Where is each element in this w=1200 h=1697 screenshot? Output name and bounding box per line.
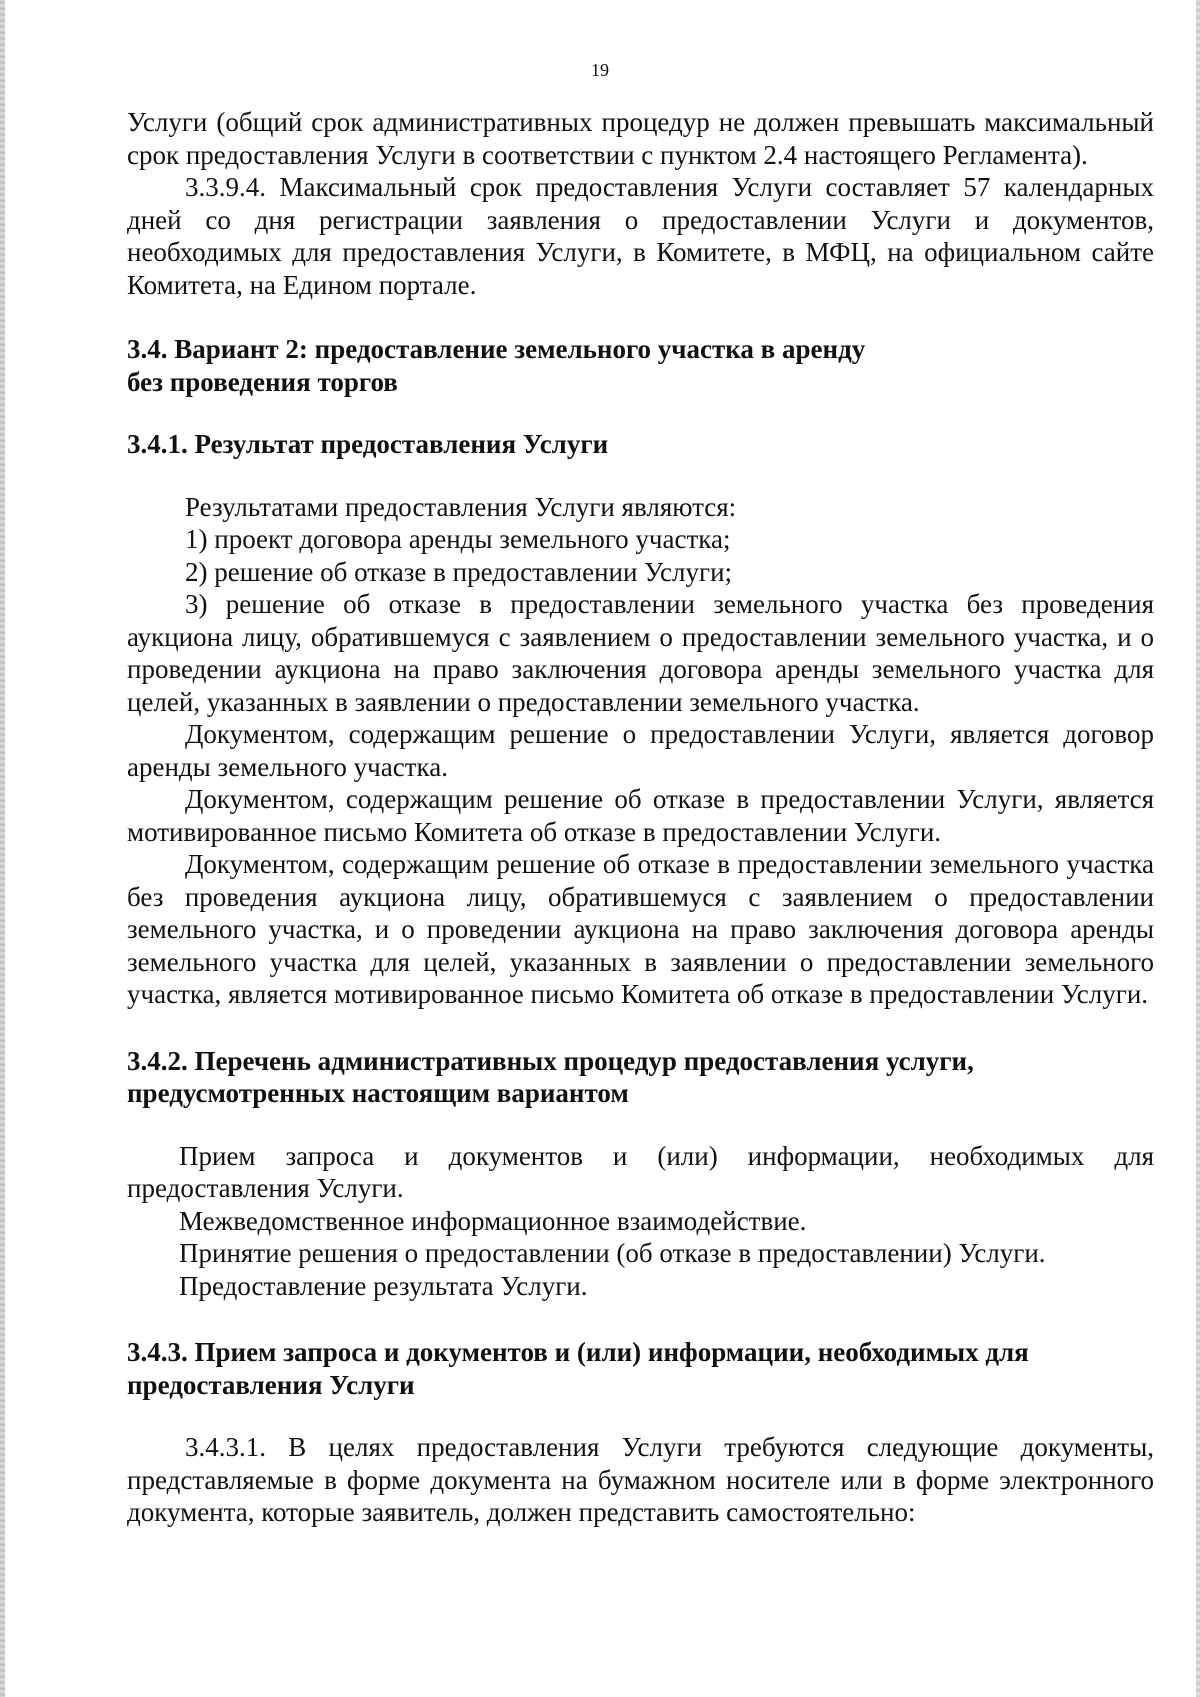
paragraph-3-4-3-1: 3.4.3.1. В целях предоставления Услуги требуются следующие документы, представляемые в форме документа на бумажном носителе или в форме электронного документа, которые заявитель, должен представить самостоятельно:	[127, 1432, 1154, 1527]
section-3-4-1-heading: 3.4.1. Результат предоставления Услуги	[127, 429, 609, 459]
document-decision-grant: Документом, содержащим решение о предоставлении Услуги, является договор аренды земельного участка.	[127, 719, 1154, 782]
section-3-4-heading-line2: без проведения торгов	[127, 366, 398, 397]
procedure-item-2: Межведомственное информационное взаимодействие.	[179, 1205, 807, 1236]
paragraph-3-3-9-4: 3.3.9.4. Максимальный срок предоставления Услуги составляет 57 календарных дней со дня регистрации заявления о предоставлении Услуги и документов, необходимых для предоставления Услуги, в Комитете, в МФЦ, на официальном сайте Комитета, на Едином портале.	[127, 172, 1154, 300]
section-3-4-3-heading-line1: 3.4.3. Прием запроса и документов и (или) информации, необходимых для	[127, 1337, 1029, 1367]
document-body	[127, 106, 1154, 1529]
section-3-4-heading-line1: 3.4. Вариант 2: предоставление земельного участка в аренду	[127, 334, 866, 364]
procedure-item-4: Предоставление результата Услуги.	[179, 1270, 588, 1301]
page-number: 19	[591, 60, 609, 80]
section-3-4-2-heading-line1: 3.4.2. Перечень административных процедур предоставления услуги,	[127, 1045, 974, 1076]
section-3-4-3-heading-line2: предоставления Услуги	[127, 1369, 415, 1400]
document-decision-refusal: Документом, содержащим решение об отказе в предоставлении Услуги, является мотивированное письмо Комитета об отказе в предоставлении Услуги.	[127, 784, 1154, 847]
paragraph-continuation: Услуги (общий срок административных процедур не должен превышать максимальный срок предоставления Услуги в соответствии с пунктом 2.4 настоящего Регламента).	[127, 107, 1154, 170]
result-item-3: 3) решение об отказе в предоставлении земельного участка без проведения аукциона лицу, обратившемуся с заявлением о предоставлении земельного участка, и о проведении аукциона на право заключения договора аренды земельного участка для целей, указанных в заявлении о предоставлении земельного участка.	[127, 589, 1154, 717]
result-item-2: 2) решение об отказе в предоставлении Услуги;	[185, 556, 733, 587]
section-3-4-2-heading-line2: предусмотренных настоящим вариантом	[127, 1078, 629, 1108]
procedure-item-3: Принятие решения о предоставлении (об отказе в предоставлении) Услуги.	[179, 1238, 1046, 1268]
document-decision-refusal-land: Документом, содержащим решение об отказе в предоставлении земельного участка без проведения аукциона лицу, обратившемуся с заявлением о предоставлении земельного участка, и о проведении аукциона на право заключения договора аренды земельного участка для целей, указанных в заявлении о предоставлении земельного участка, является мотивированное письмо Комитета об отказе в предоставлении Услуги.	[127, 849, 1154, 1009]
results-intro: Результатами предоставления Услуги являются:	[185, 491, 737, 522]
result-item-1: 1) проект договора аренды земельного участка;	[185, 524, 731, 554]
scan-edge-left	[0, 0, 5, 1697]
procedure-item-1: Прием запроса и документов и (или) информации, необходимых для предоставления Услуги.	[127, 1140, 1154, 1203]
scan-edge-right	[1196, 0, 1200, 1697]
